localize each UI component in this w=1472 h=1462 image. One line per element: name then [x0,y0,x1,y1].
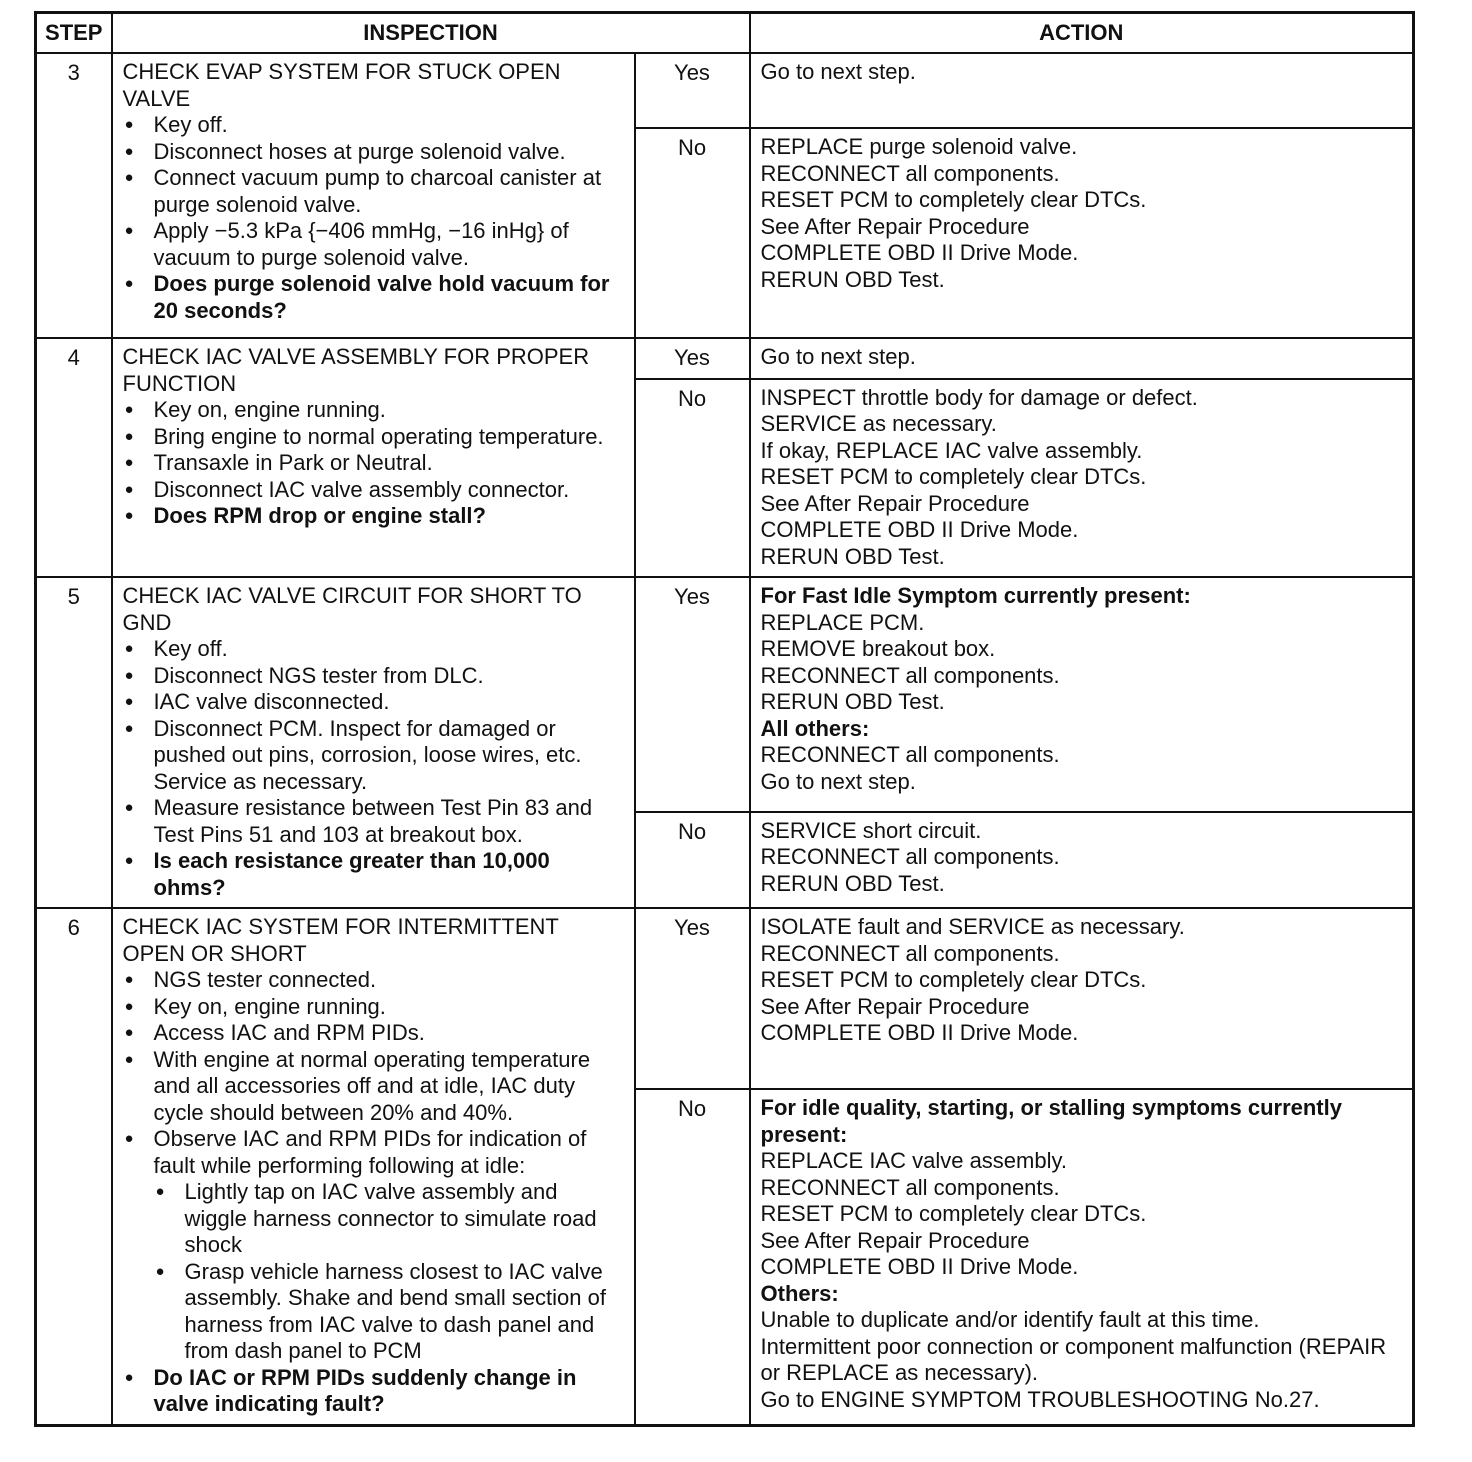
action-line: RERUN OBD Test. [760,266,945,292]
bullet-item: ● Key on, engine running. [123,397,624,424]
bullet-item: ● Bring engine to normal operating temperature. [123,424,624,451]
bullet-item: ● Key off. [123,112,624,139]
action-heading: Others: [760,1280,839,1306]
yes-label: Yes [635,577,750,812]
action-line: COMPLETE OBD II Drive Mode. [760,240,1079,265]
bullet-item: ● Disconnect PCM. Inspect for damaged or pushed out pins, corrosion, loose wires, etc. Service as necessary. [123,716,624,796]
inspection-title: CHECK EVAP SYSTEM FOR STUCK OPEN VALVE [122,59,561,111]
header-row [36,13,1414,54]
bullet-item: ● With engine at normal operating temperature and all accessories off and at idle, IAC duty cycle should between 20% and 40%. [123,1047,624,1127]
bullet-item: ● NGS tester connected. [123,967,624,994]
sub-bullet-item: ● Lightly tap on IAC valve assembly and wiggle harness connector to simulate road shock [154,1179,624,1259]
action-line: Go to next step. [760,59,916,84]
action-line: RECONNECT all components. [760,160,1060,186]
inspection-header: INSPECTION [112,13,750,54]
troubleshooting-table [34,11,1415,1427]
action-line: REPLACE IAC valve assembly. [760,1148,1067,1173]
inspection-question: ● Do IAC or RPM PIDs suddenly change in valve indicating fault? [123,1365,624,1418]
action-heading: For idle quality, starting, or stalling symptoms currently present: [760,1095,1342,1147]
step-header: STEP [36,13,112,54]
action-line: RERUN OBD Test. [760,870,945,896]
yes-action-cell [750,577,1414,812]
action-line: Go to next step. [760,768,916,794]
inspection-title: CHECK IAC VALVE CIRCUIT FOR SHORT TO GND [122,583,582,635]
bullet-item [123,1126,624,1365]
action-line: COMPLETE OBD II Drive Mode. [760,1254,1079,1279]
action-line: INSPECT throttle body for damage or defect. [760,384,1198,410]
inspection-bullets [123,397,624,530]
inspection-bullets [123,112,624,324]
action-line: RERUN OBD Test. [760,689,945,714]
sub-bullets [154,1179,624,1365]
step-6-yes-row [36,908,1414,1089]
action-line: COMPLETE OBD II Drive Mode. [760,517,1079,542]
action-line: RECONNECT all components. [760,940,1060,966]
action-line: RERUN OBD Test. [760,543,945,569]
inspection-title: CHECK IAC SYSTEM FOR INTERMITTENT OPEN OR SHORT [122,914,559,966]
action-line: See After Repair Procedure [760,1227,1030,1253]
inspection-bullets [123,636,624,901]
procedure-page [34,11,1412,1427]
inspection-bullets [123,967,624,1418]
action-line: REMOVE breakout box. [760,636,996,661]
step-3-yes-row [36,53,1414,128]
action-line: See After Repair Procedure [760,490,1030,516]
no-label: No [635,128,750,338]
bullet-item: ● Key on, engine running. [123,994,624,1021]
action-heading: All others: [760,715,870,741]
action-line: SERVICE short circuit. [760,817,982,843]
bullet-item: ● Transaxle in Park or Neutral. [123,450,624,477]
action-line: Go to next step. [760,344,916,369]
step-number: 5 [36,577,112,908]
step-number: 6 [36,908,112,1425]
action-line: REPLACE PCM. [760,609,925,635]
action-line: RESET PCM to completely clear DTCs. [760,187,1147,212]
action-line: COMPLETE OBD II Drive Mode. [760,1020,1079,1045]
action-line: RESET PCM to completely clear DTCs. [760,1201,1147,1226]
bullet-item: ● Disconnect NGS tester from DLC. [123,663,624,690]
inspection-title: CHECK IAC VALVE ASSEMBLY FOR PROPER FUNCTION [122,344,590,396]
yes-label: Yes [635,338,750,379]
bullet-item: ● Apply −5.3 kPa {−406 mmHg, −16 inHg} of vacuum to purge solenoid valve. [123,218,624,271]
bullet-item: ● Connect vacuum pump to charcoal canister at purge solenoid valve. [123,165,624,218]
inspection-question: ● Is each resistance greater than 10,000 ohms? [123,848,624,901]
no-action-cell [750,379,1414,578]
action-line: See After Repair Procedure [760,213,1030,239]
action-line: RECONNECT all components. [760,844,1060,870]
action-line: If okay, REPLACE IAC valve assembly. [760,437,1143,463]
action-heading: For Fast Idle Symptom currently present: [760,583,1191,608]
inspection-cell [112,577,635,908]
bullet-item: ● IAC valve disconnected. [123,689,624,716]
inspection-question: ● Does RPM drop or engine stall? [123,503,624,530]
inspection-cell [112,338,635,577]
action-header: ACTION [750,13,1414,54]
bullet-item: ● Disconnect hoses at purge solenoid valve. [123,139,624,166]
inspection-cell [112,53,635,338]
inspection-cell [112,908,635,1425]
action-line: RECONNECT all components. [760,662,1060,688]
action-line: Go to ENGINE SYMPTOM TROUBLESHOOTING No.27. [760,1386,1320,1412]
yes-label: Yes [635,53,750,128]
action-line: Intermittent poor connection or component malfunction (REPAIR or REPLACE as necessary). [760,1333,1387,1385]
no-label: No [635,812,750,908]
action-line: RECONNECT all components. [760,1174,1060,1200]
bullet-text: Observe IAC and RPM PIDs for indication of fault while performing following at idle: [153,1126,587,1178]
action-line: RESET PCM to completely clear DTCs. [760,464,1147,489]
yes-action-cell [750,338,1414,379]
step-number: 4 [36,338,112,577]
bullet-item: ● Key off. [123,636,624,663]
yes-action-cell [750,53,1414,128]
inspection-question: ● Does purge solenoid valve hold vacuum for 20 seconds? [123,271,624,324]
step-5-yes-row [36,577,1414,812]
no-action-cell [750,812,1414,908]
no-label: No [635,379,750,578]
yes-action-cell [750,908,1414,1089]
yes-label: Yes [635,908,750,1089]
bullet-item: ● Measure resistance between Test Pin 83 and Test Pins 51 and 103 at breakout box. [123,795,624,848]
no-action-cell [750,1089,1414,1425]
step-4-yes-row [36,338,1414,379]
action-line: SERVICE as necessary. [760,411,997,436]
step-number: 3 [36,53,112,338]
no-action-cell [750,128,1414,338]
no-label: No [635,1089,750,1425]
sub-bullet-item: ● Grasp vehicle harness closest to IAC valve assembly. Shake and bend small section of harness from IAC valve to dash panel and from dash panel to PCM [154,1259,624,1365]
action-line: See After Repair Procedure [760,993,1030,1019]
action-line: ISOLATE fault and SERVICE as necessary. [760,914,1185,939]
action-line: RESET PCM to completely clear DTCs. [760,967,1147,992]
bullet-item: ● Disconnect IAC valve assembly connector. [123,477,624,504]
bullet-item: ● Access IAC and RPM PIDs. [123,1020,624,1047]
action-line: REPLACE purge solenoid valve. [760,134,1078,159]
action-line: Unable to duplicate and/or identify fault at this time. [760,1307,1260,1332]
action-line: RECONNECT all components. [760,742,1060,767]
